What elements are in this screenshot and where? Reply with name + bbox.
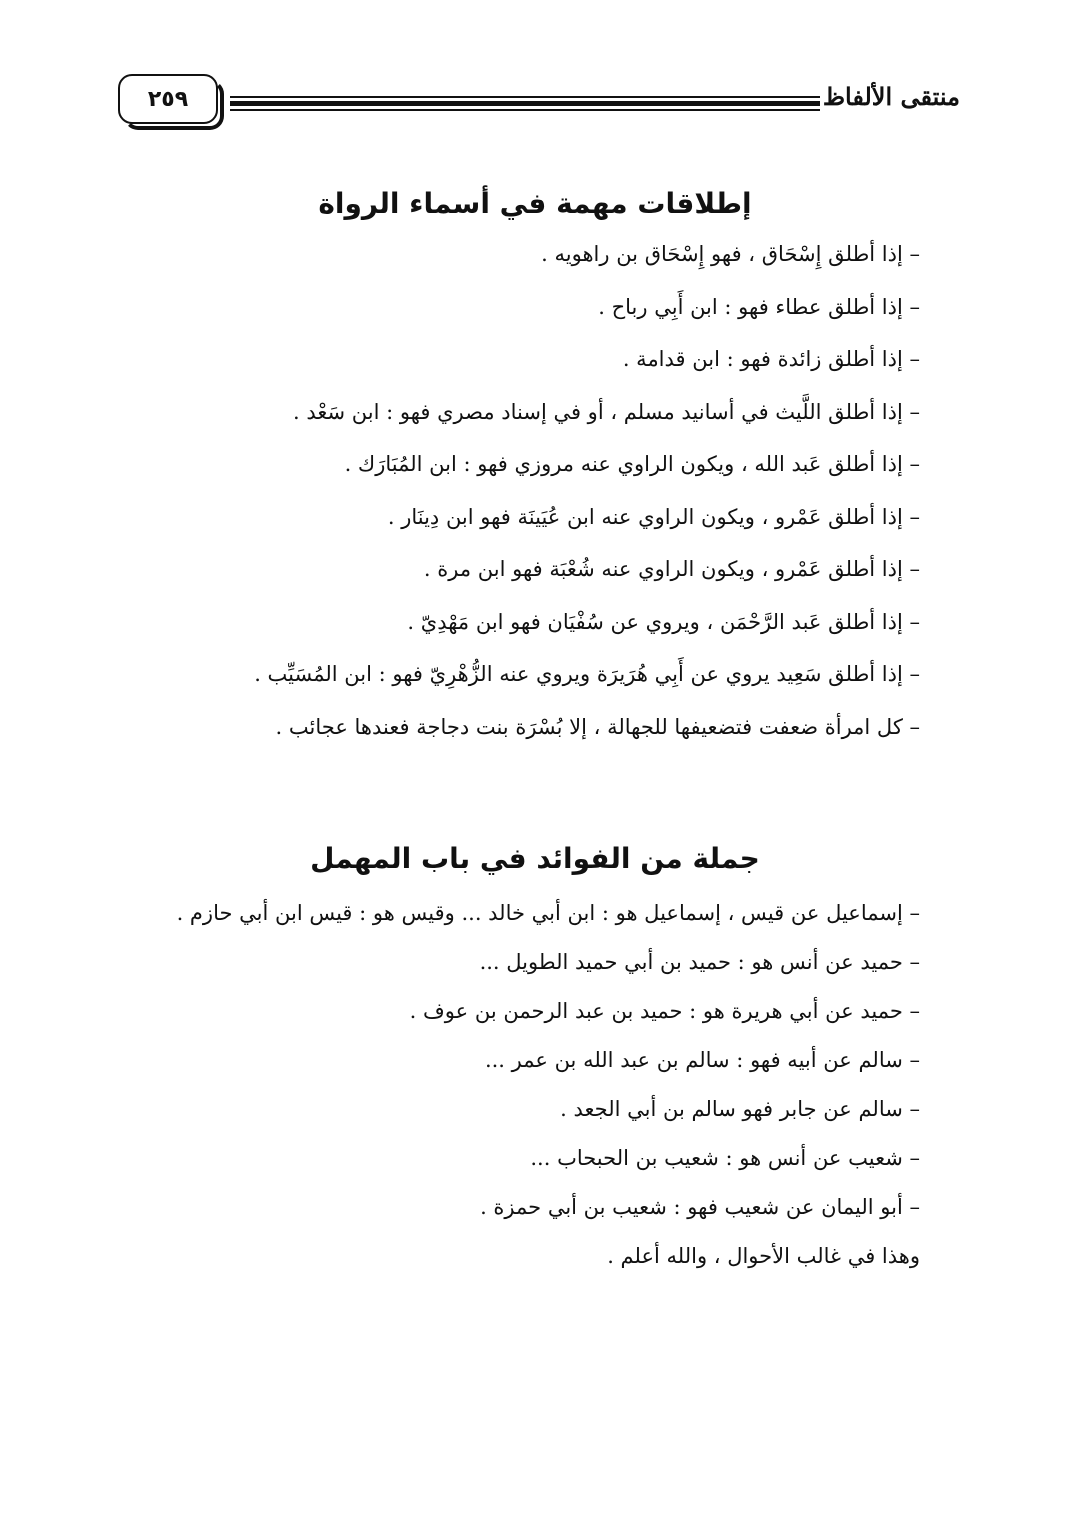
list-item: – إذا أطلق عَبد الرَّحْمَن ، ويروي عن سُفْيَان فهو ابن مَهْدِيّ . bbox=[407, 609, 920, 634]
page-header bbox=[110, 72, 960, 132]
header-rule bbox=[230, 109, 820, 111]
list-item: – أبو اليمان عن شعيب فهو : شعيب بن أبي حمزة . bbox=[480, 1195, 920, 1219]
list-item: – سالم عن أبيه فهو : سالم بن عبد الله بن عمر ... bbox=[484, 1048, 920, 1072]
list-item: – حميد عن أبي هريرة هو : حميد بن عبد الرحمن بن عوف . bbox=[409, 999, 920, 1023]
list-item: – حميد عن أنس هو : حميد بن أبي حميد الطويل ... bbox=[479, 950, 920, 974]
page-number: ٢٥٩ bbox=[118, 74, 218, 124]
closing-note: وهذا في غالب الأحوال ، والله أعلم . bbox=[607, 1244, 920, 1268]
book-title: منتقى الألفاظ bbox=[822, 82, 960, 111]
page-content bbox=[150, 180, 920, 1281]
list-item: – إذا أطلق سَعِيد يروي عن أَبِي هُرَيرَة ويروي عنه الزُّهْرِيّ فهو : ابن المُسَيِّب . bbox=[254, 662, 920, 686]
section-title: إطلاقات مهمة في أسماء الرواة bbox=[318, 187, 752, 220]
list-item: – كل امرأة ضعفت فتضعيفها للجهالة ، إلا بُسْرَة بنت دجاجة فعندها عجائب . bbox=[275, 714, 920, 739]
section-spacer bbox=[150, 753, 920, 835]
list-item: – إذا أطلق عطاء فهو : ابن أَبِي رباح . bbox=[598, 294, 920, 319]
list-item: – إذا أطلق اللَّيث في أسانيد مسلم ، أو في إسناد مصري فهو : ابن سَعْد . bbox=[293, 399, 920, 424]
list-item: – إذا أطلق عَبد الله ، ويكون الراوي عنه مروزي فهو : ابن المُبَارَك . bbox=[344, 452, 920, 476]
header-rule bbox=[230, 96, 820, 98]
list-item: – سالم عن جابر فهو سالم بن أبي الجعد . bbox=[560, 1097, 920, 1121]
list-item: – إسماعيل عن قيس ، إسماعيل هو : ابن أبي خالد ... وقيس هو : قيس ابن أبي حازم . bbox=[176, 901, 920, 925]
list-item: – إذا أطلق زائدة فهو : ابن قدامة . bbox=[622, 347, 920, 371]
section-narrators-names bbox=[150, 180, 920, 753]
section-muhmal bbox=[150, 835, 920, 1281]
list-item: – شعيب عن أنس هو : شعيب بن الحبحاب ... bbox=[530, 1146, 920, 1170]
section-title: جملة من الفوائد في باب المهمل bbox=[310, 842, 760, 875]
list-item: – إذا أطلق إِسْحَاق ، فهو إِسْحَاق بن راهويه . bbox=[541, 242, 920, 266]
list-item: – إذا أطلق عَمْرو ، ويكون الراوي عنه ابن عُيَينَة فهو ابن دِينَار . bbox=[387, 504, 920, 529]
list-item: – إذا أطلق عَمْرو ، ويكون الراوي عنه شُعْبَة فهو ابن مرة . bbox=[423, 557, 920, 581]
header-rule bbox=[230, 101, 820, 106]
